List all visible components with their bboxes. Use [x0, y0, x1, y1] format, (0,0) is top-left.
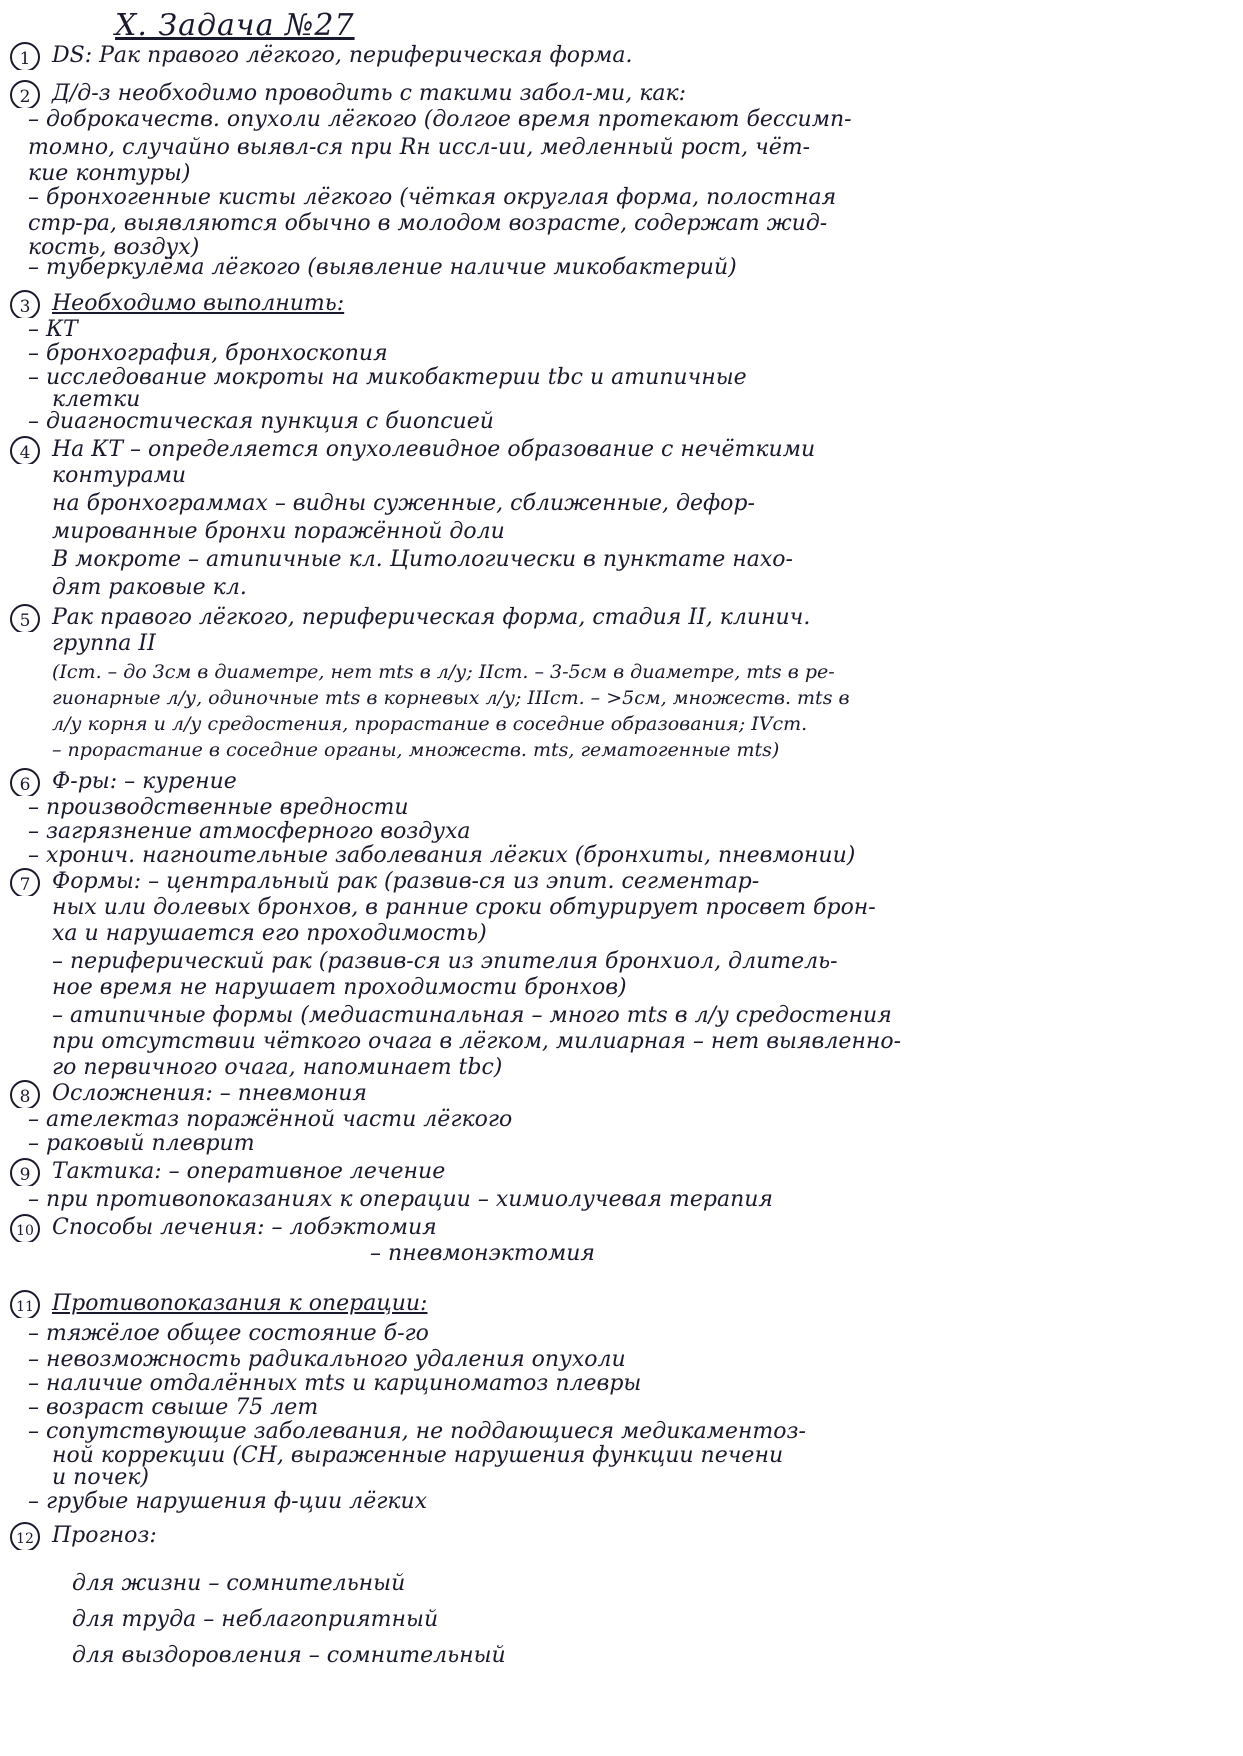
line-text: Противопоказания к операции:: [52, 1291, 428, 1316]
line-text: – доброкачеств. опухоли лёгкого (долгое время протекают бессимп-: [28, 107, 852, 132]
line-text: – атипичные формы (медиастинальная – много mts в л/у средостения: [52, 1003, 892, 1028]
line-text: – тяжёлое общее состояние б-го: [28, 1321, 429, 1346]
line: [0, 1130, 1243, 1158]
line: [0, 1028, 1243, 1056]
line: [0, 1186, 1243, 1214]
line-text: Прогноз:: [52, 1523, 157, 1548]
line: [0, 574, 1243, 602]
line-text: томно, случайно выявл-ся при Rн иссл-ии, медленный рост, чёт-: [28, 135, 811, 160]
line: [0, 974, 1243, 1002]
line-text: – периферический рак (развив-ся из эпителия бронхиол, длитель-: [52, 949, 838, 974]
line-text: ной коррекции (СН, выраженные нарушения функции печени: [52, 1443, 784, 1468]
line-text: – бронхография, бронхоскопия: [28, 341, 388, 366]
line: [0, 462, 1243, 490]
item-number: 2: [10, 80, 40, 108]
line-text: – пневмонэктомия: [370, 1241, 595, 1266]
line-text: кие контуры): [28, 161, 191, 186]
line-text: – сопутствующие заболевания, не поддающиеся медикаментоз-: [28, 1419, 806, 1444]
line: [0, 948, 1243, 976]
line: [0, 1642, 1243, 1670]
item-number: 3: [10, 290, 40, 318]
line-text: на бронхограммах – видны суженные, сближенные, дефор-: [52, 491, 755, 516]
line-text: – грубые нарушения ф-ции лёгких: [28, 1489, 428, 1514]
item-7: [0, 868, 1243, 896]
line: [0, 684, 1243, 712]
line: [0, 1002, 1243, 1030]
line: [0, 1240, 1243, 1268]
item-number: 10: [10, 1214, 40, 1242]
item-3: [0, 290, 1243, 318]
line-text: дят раковые кл.: [52, 575, 247, 600]
line: [0, 736, 1243, 764]
item-6: [0, 768, 1243, 796]
line-text: – диагностическая пункция с биопсией: [28, 409, 494, 434]
line-text: – бронхогенные кисты лёгкого (чёткая округлая форма, полостная: [28, 185, 837, 210]
line-text: го первичного очага, напоминает tbc): [52, 1055, 503, 1080]
line: [0, 490, 1243, 518]
item-1: [0, 42, 1243, 70]
line-text: гионарные л/у, одиночные mts в корневых л/у; IIIст. – >5см, множеств. mts в: [52, 687, 850, 709]
item-5: [0, 604, 1243, 632]
line: [0, 658, 1243, 686]
line: [0, 1054, 1243, 1082]
line-text: DS: Рак правого лёгкого, периферическая форма.: [52, 43, 633, 68]
line: [0, 184, 1243, 212]
line: [0, 1570, 1243, 1598]
line-text: клетки: [52, 387, 141, 412]
item-8: [0, 1080, 1243, 1108]
item-11: [0, 1290, 1243, 1318]
line-text: для выздоровления – сомнительный: [72, 1643, 506, 1668]
line-text: В мокроте – атипичные кл. Цитологически в пунктате нахо-: [52, 547, 793, 572]
item-number: 11: [10, 1290, 40, 1318]
line-text: – возраст свыше 75 лет: [28, 1395, 319, 1420]
line: [0, 920, 1243, 948]
line-text: Тактика: – оперативное лечение: [52, 1159, 446, 1184]
line: [0, 1320, 1243, 1348]
item-4: [0, 436, 1243, 464]
item-2: [0, 80, 1243, 108]
line: [0, 518, 1243, 546]
item-number: 6: [10, 768, 40, 796]
line-text: – туберкулёма лёгкого (выявление наличие микобактерий): [28, 255, 737, 280]
line-text: группа II: [52, 631, 156, 656]
line-text: Ф-ры: – курение: [52, 769, 237, 794]
item-number: 12: [10, 1522, 40, 1550]
line-text: контурами: [52, 463, 187, 488]
line: [0, 408, 1243, 436]
item-10: [0, 1214, 1243, 1242]
page-title: X. Задача №27: [115, 8, 355, 43]
line-text: – производственные вредности: [28, 795, 409, 820]
line: [0, 630, 1243, 658]
line: [0, 106, 1243, 134]
item-number: 1: [10, 42, 40, 70]
line-text: ное время не нарушает проходимости бронхов): [52, 975, 627, 1000]
line: [0, 894, 1243, 922]
line-text: На КТ – определяется опухолевидное образование с нечёткими: [52, 437, 816, 462]
line-text: Д/д-з необходимо проводить с такими забол-ми, как:: [52, 81, 687, 106]
line-text: (Iст. – до 3см в диаметре, нет mts в л/у; IIст. – 3-5см в диаметре, mts в ре-: [52, 661, 835, 683]
item-number: 4: [10, 436, 40, 464]
line-text: и почек): [52, 1465, 150, 1490]
line-text: – прорастание в соседние органы, множеств. mts, гематогенные mts): [52, 739, 780, 761]
line-text: ха и нарушается его проходимость): [52, 921, 487, 946]
item-number: 9: [10, 1158, 40, 1186]
line-text: стр-ра, выявляются обычно в молодом возрасте, содержат жид-: [28, 211, 828, 236]
line-text: – раковый плеврит: [28, 1131, 255, 1156]
line-text: – КТ: [28, 317, 78, 342]
line-text: для жизни – сомнительный: [72, 1571, 406, 1596]
line: [0, 842, 1243, 870]
line-text: мированные бронхи поражённой доли: [52, 519, 505, 544]
line-text: кость, воздух): [28, 235, 200, 260]
line-text: л/у корня и л/у средостения, прорастание в соседние образования; IVст.: [52, 713, 808, 735]
item-number: 8: [10, 1080, 40, 1108]
line-text: Формы: – центральный рак (развив-ся из эпит. сегментар-: [52, 869, 760, 894]
line-text: – загрязнение атмосферного воздуха: [28, 819, 471, 844]
line-text: Осложнения: – пневмония: [52, 1081, 367, 1106]
line-text: – невозможность радикального удаления опухоли: [28, 1347, 626, 1372]
line: [0, 254, 1243, 282]
line-text: – хронич. нагноительные заболевания лёгких (бронхиты, пневмонии): [28, 843, 856, 868]
line-text: – при противопоказаниях к операции – химиолучевая терапия: [28, 1187, 774, 1212]
line-text: для труда – неблагоприятный: [72, 1607, 439, 1632]
line: [0, 134, 1243, 162]
line-text: – исследование мокроты на микобактерии tbc и атипичные: [28, 365, 747, 390]
line-text: Способы лечения: – лобэктомия: [52, 1215, 437, 1240]
line: [0, 1488, 1243, 1516]
line-text: – наличие отдалённых mts и карциноматоз плевры: [28, 1371, 642, 1396]
line: [0, 710, 1243, 738]
line-text: – ателектаз поражённой части лёгкого: [28, 1107, 513, 1132]
item-12: [0, 1522, 1243, 1550]
line-text: ных или долевых бронхов, в ранние сроки обтурирует просвет брон-: [52, 895, 876, 920]
line-text: Необходимо выполнить:: [52, 291, 345, 316]
line: [0, 546, 1243, 574]
line-text: при отсутствии чёткого очага в лёгком, милиарная – нет выявленно-: [52, 1029, 902, 1054]
item-number: 7: [10, 868, 40, 896]
line: [0, 1606, 1243, 1634]
item-number: 5: [10, 604, 40, 632]
item-9: [0, 1158, 1243, 1186]
line-text: Рак правого лёгкого, периферическая форма, стадия II, клинич.: [52, 605, 811, 630]
